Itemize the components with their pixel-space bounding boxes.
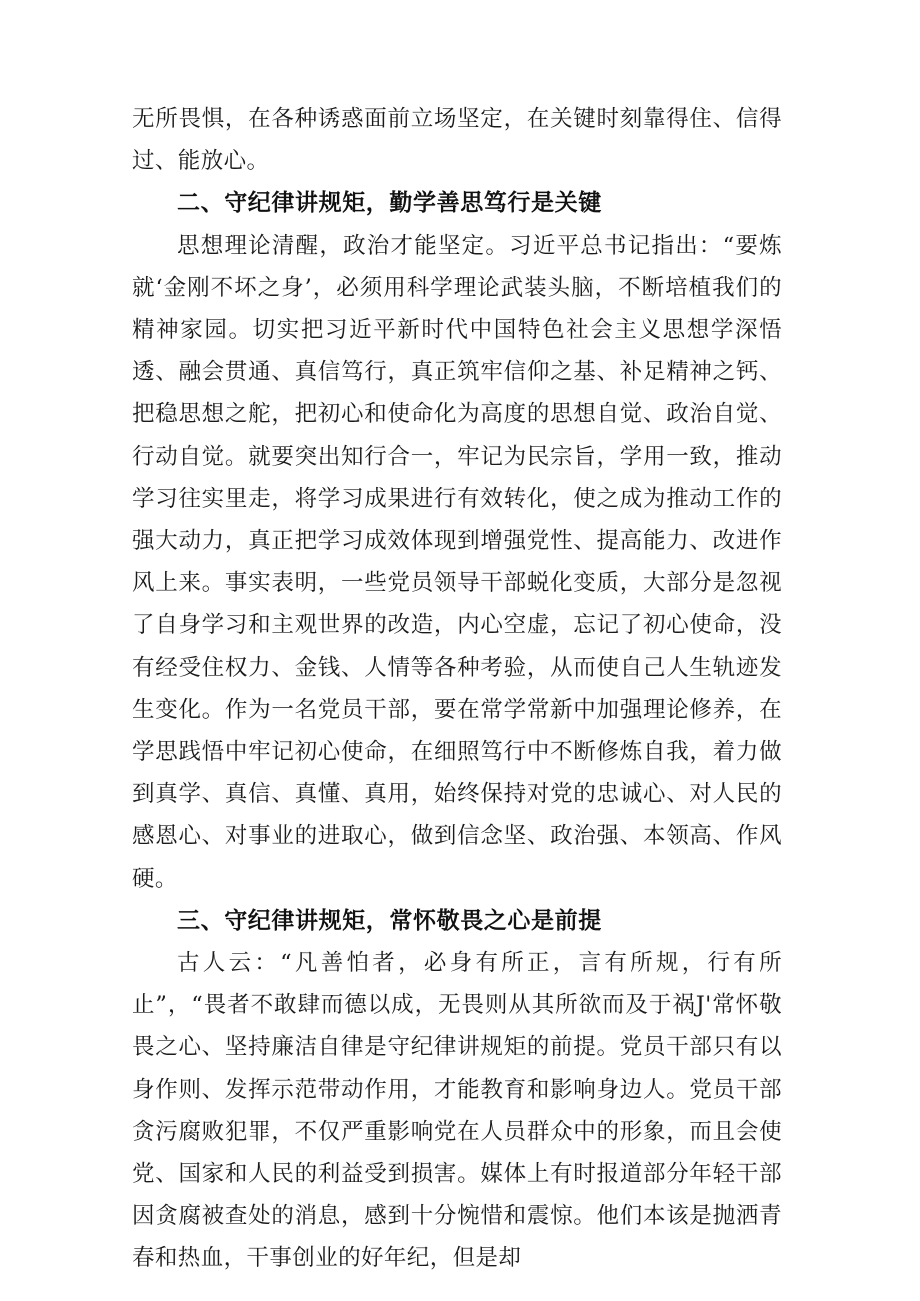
section-2-paragraph: 思想理论清醒，政治才能坚定。习近平总书记指出：“要炼就‘金刚不坏之身’，必须用科学理论武装头脑，不断培植我们的精神家园。切实把习近平新时代中国特色社会主义思想学深悟透、融会贯通、真信笃行，真正筑牢信仰之基、补足精神之钙、把稳思想之舵，把初心和使命化为高度的思想自觉、政治自觉、行动自觉。就要突出知行合一，牢记为民宗旨，学用一致，推动学习往实里走，将学习成果进行有效转化，使之成为推动工作的强大动力，真正把学习成效体现到增强党性、提高能力、改进作风上来。事实表明，一些党员领导干部蜕化变质，大部分是忽视了自身学习和主观世界的改造，内心空虚，忘记了初心使命，没有经受住权力、金钱、人情等各种考验，从而使自己人生轨迹发生变化。作为一名党员干部，要在常学常新中加强理论修养，在学思践悟中牢记初心使命，在细照笃行中不断修炼自我，着力做到真学、真信、真懂、真用，始终保持对党的忠诚心、对人民的感恩心、对事业的进取心，做到信念坚、政治强、本领高、作风硬。 <box>132 232 782 892</box>
paragraph-continuation: 无所畏惧，在各种诱惑面前立场坚定，在关键时刻靠得住、信得过、能放心。 <box>132 106 782 175</box>
document-body <box>132 98 782 1280</box>
section-3-paragraph: 古人云：“凡善怕者，必身有所正，言有所规，行有所止”，“畏者不敢肆而德以成，无畏则从其所欲而及于祸J'常怀敬畏之心、坚持廉洁自律是守纪律讲规矩的前提。党员干部只有以身作则、发挥示范带动作用，才能教育和影响身边人。党员干部贪污腐败犯罪，不仅严重影响党在人员群众中的形象，而且会使党、国家和人民的利益受到损害。媒体上有时报道部分年轻干部因贪腐被查处的消息，感到十分惋惜和震惊。他们本该是抛洒青春和热血，干事创业的好年纪，但是却 <box>132 950 782 1272</box>
section-heading-2: 二、守纪律讲规矩，勤学善思笃行是关键 <box>177 190 602 217</box>
section-heading-3: 三、守纪律讲规矩，常怀敬畏之心是前提 <box>177 907 602 934</box>
